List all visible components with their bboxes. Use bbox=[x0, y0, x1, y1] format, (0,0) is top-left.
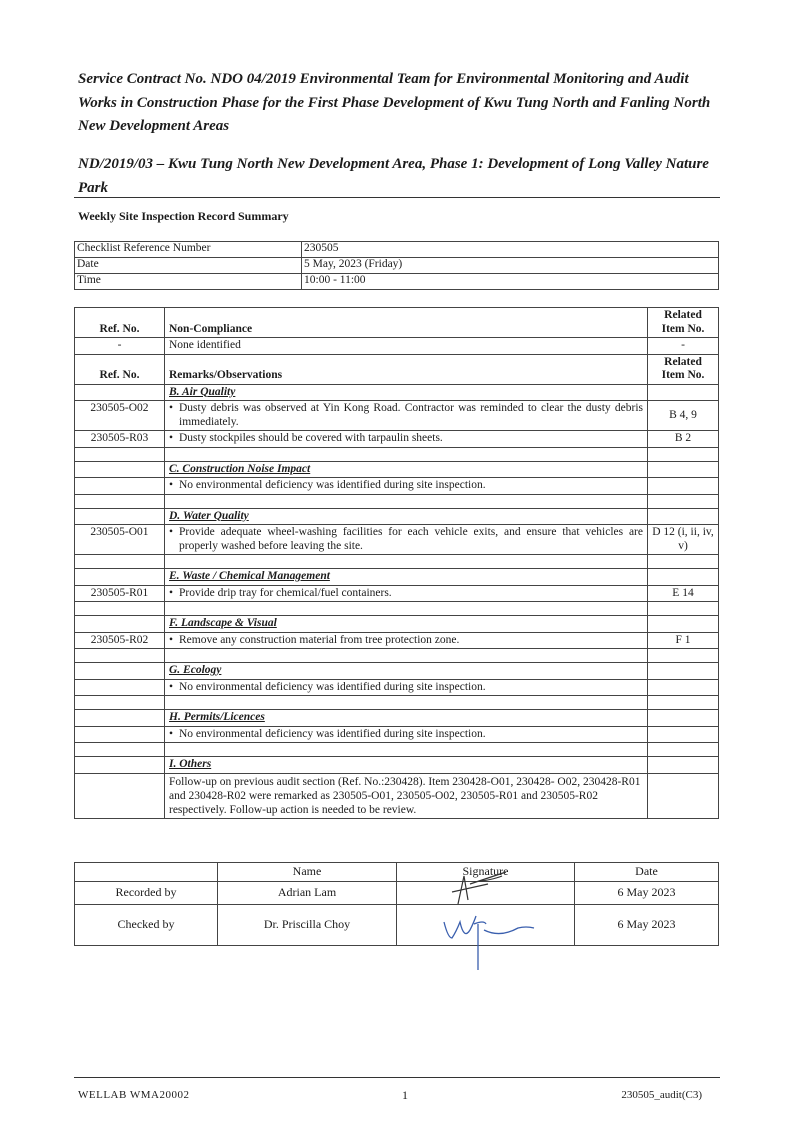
spacer-row bbox=[75, 447, 719, 461]
recorded-date: 6 May 2023 bbox=[575, 882, 719, 905]
column-header-ref: Ref. No. bbox=[75, 308, 165, 338]
table-row bbox=[75, 338, 719, 355]
spacer-row bbox=[75, 649, 719, 663]
remark-cell bbox=[165, 585, 648, 602]
page-subtitle: ND/2019/03 – Kwu Tung North New Development Area, Phase 1: Development of Long Valley Nature Park bbox=[78, 156, 709, 196]
column-header-remarks: Remarks/Observations bbox=[165, 354, 648, 384]
category-title: E. Waste / Chemical Management bbox=[165, 569, 648, 586]
info-row bbox=[75, 274, 719, 290]
related-cell: E 14 bbox=[648, 585, 719, 602]
page-number: 1 bbox=[402, 1088, 408, 1102]
table-row bbox=[75, 726, 719, 743]
spacer-row bbox=[75, 696, 719, 710]
remark-text: Follow-up on previous audit section (Ref. No.:230428). Item 230428-O01, 230428- O02, 230428-R01 and 230428-R02 were remarked as 230505-O01, 230505-O02, 230505-R01 and 230505-R02 respectively. Follow-up action is needed to be review. bbox=[165, 773, 648, 818]
ref-cell: 230505-R03 bbox=[75, 431, 165, 448]
category-title: I. Others bbox=[165, 757, 648, 774]
column-header-noncompliance: Non-Compliance bbox=[165, 308, 648, 338]
category-row-landscape bbox=[75, 616, 719, 633]
category-title: F. Landscape & Visual bbox=[165, 616, 648, 633]
related-cell: D 12 (i, ii, iv, v) bbox=[648, 525, 719, 555]
footer-right: 230505_audit(C3) bbox=[621, 1089, 702, 1101]
category-row-water bbox=[75, 508, 719, 525]
table-row bbox=[75, 431, 719, 448]
ref-cell: 230505-O02 bbox=[75, 401, 165, 431]
signature-recorded-image bbox=[440, 870, 520, 908]
category-title: H. Permits/Licences bbox=[165, 710, 648, 727]
table-row bbox=[75, 632, 719, 649]
remark-text: Remove any construction material from tree protection zone. bbox=[179, 633, 460, 646]
recorded-name: Adrian Lam bbox=[218, 882, 397, 905]
noncompliance-header-row bbox=[75, 308, 719, 338]
remark-cell bbox=[165, 401, 648, 431]
title-divider bbox=[74, 197, 720, 198]
remark-text: Provide adequate wheel-washing facilities for each vehicle exits, and ensure that vehicles are properly washed before leaving the site. bbox=[179, 526, 643, 552]
remark-cell bbox=[165, 726, 648, 743]
column-header-signature: Signature bbox=[397, 863, 575, 882]
table-row bbox=[75, 401, 719, 431]
remarks-header-row bbox=[75, 354, 719, 384]
remark-cell bbox=[165, 478, 648, 495]
spacer-row bbox=[75, 602, 719, 616]
bullet-icon: • bbox=[169, 586, 174, 599]
signoff-table bbox=[74, 862, 719, 946]
bullet-icon: • bbox=[169, 432, 174, 444]
remark-cell bbox=[165, 431, 648, 448]
category-title: G. Ecology bbox=[165, 663, 648, 680]
category-row-ecology bbox=[75, 663, 719, 680]
checklist-info-table bbox=[74, 241, 719, 290]
column-header-name: Name bbox=[218, 863, 397, 882]
remark-text: No environmental deficiency was identified during site inspection. bbox=[179, 680, 486, 693]
table-row bbox=[75, 773, 719, 818]
ref-cell: 230505-R01 bbox=[75, 585, 165, 602]
info-label: Time bbox=[75, 274, 302, 290]
footer-left: WELLAB WMA20002 bbox=[78, 1089, 190, 1101]
remark-text: Dusty debris was observed at Yin Kong Road. Contractor was reminded to clear the dusty debris immediately. bbox=[179, 402, 643, 428]
ref-cell: - bbox=[75, 338, 165, 355]
spacer-row bbox=[75, 743, 719, 757]
bullet-icon: • bbox=[169, 479, 174, 491]
remark-cell bbox=[165, 525, 648, 555]
checked-date: 6 May 2023 bbox=[575, 905, 719, 946]
remark-cell bbox=[165, 632, 648, 649]
ref-cell: 230505-R02 bbox=[75, 632, 165, 649]
noncompliance-text: None identified bbox=[165, 338, 648, 355]
category-row-permits bbox=[75, 710, 719, 727]
checked-name: Dr. Priscilla Choy bbox=[218, 905, 397, 946]
bullet-icon: • bbox=[169, 680, 174, 693]
column-header-related: Related Item No. bbox=[648, 354, 719, 384]
spacer-row bbox=[75, 555, 719, 569]
remark-text: No environmental deficiency was identified during site inspection. bbox=[179, 479, 486, 491]
info-row bbox=[75, 258, 719, 274]
category-row-waste bbox=[75, 569, 719, 586]
related-cell: F 1 bbox=[648, 632, 719, 649]
category-row-air bbox=[75, 384, 719, 401]
page-title: Service Contract No. NDO 04/2019 Environmental Team for Environmental Monitoring and Audit Works in Construction Phase for the First Phase Development of Kwu Tung North and Fanling North New Development Areas bbox=[78, 71, 711, 134]
info-value: 10:00 - 11:00 bbox=[302, 274, 719, 290]
section-heading: Weekly Site Inspection Record Summary bbox=[78, 209, 289, 223]
remark-cell bbox=[165, 679, 648, 696]
related-cell: - bbox=[648, 338, 719, 355]
related-cell: B 4, 9 bbox=[648, 401, 719, 431]
info-value: 5 May, 2023 (Friday) bbox=[302, 258, 719, 274]
info-value: 230505 bbox=[302, 242, 719, 258]
info-label: Checklist Reference Number bbox=[75, 242, 302, 258]
bullet-icon: • bbox=[169, 727, 174, 740]
inspection-table bbox=[74, 307, 719, 819]
bullet-icon: • bbox=[169, 633, 174, 646]
category-title: D. Water Quality bbox=[165, 508, 648, 525]
related-cell: B 2 bbox=[648, 431, 719, 448]
remark-text: Provide drip tray for chemical/fuel containers. bbox=[179, 586, 392, 599]
table-row bbox=[75, 679, 719, 696]
category-title: C. Construction Noise Impact bbox=[165, 461, 648, 478]
remark-text: No environmental deficiency was identified during site inspection. bbox=[179, 727, 486, 740]
bullet-icon: • bbox=[169, 402, 174, 414]
footer-divider bbox=[74, 1077, 720, 1078]
table-row bbox=[75, 525, 719, 555]
category-row-noise bbox=[75, 461, 719, 478]
info-row bbox=[75, 242, 719, 258]
column-header-ref: Ref. No. bbox=[75, 354, 165, 384]
info-label: Date bbox=[75, 258, 302, 274]
recorded-label: Recorded by bbox=[75, 882, 218, 905]
checked-label: Checked by bbox=[75, 905, 218, 946]
signoff-header-row bbox=[75, 863, 719, 882]
signature-checked-image bbox=[440, 908, 540, 972]
table-row bbox=[75, 478, 719, 495]
recorded-row bbox=[75, 882, 719, 905]
bullet-icon: • bbox=[169, 526, 174, 538]
category-row-others bbox=[75, 757, 719, 774]
remark-text: Dusty stockpiles should be covered with tarpaulin sheets. bbox=[179, 432, 443, 444]
table-row bbox=[75, 585, 719, 602]
column-header-date: Date bbox=[575, 863, 719, 882]
checked-row bbox=[75, 905, 719, 946]
spacer-row bbox=[75, 494, 719, 508]
category-title: B. Air Quality bbox=[165, 384, 648, 401]
column-header-related: Related Item No. bbox=[648, 308, 719, 338]
ref-cell: 230505-O01 bbox=[75, 525, 165, 555]
